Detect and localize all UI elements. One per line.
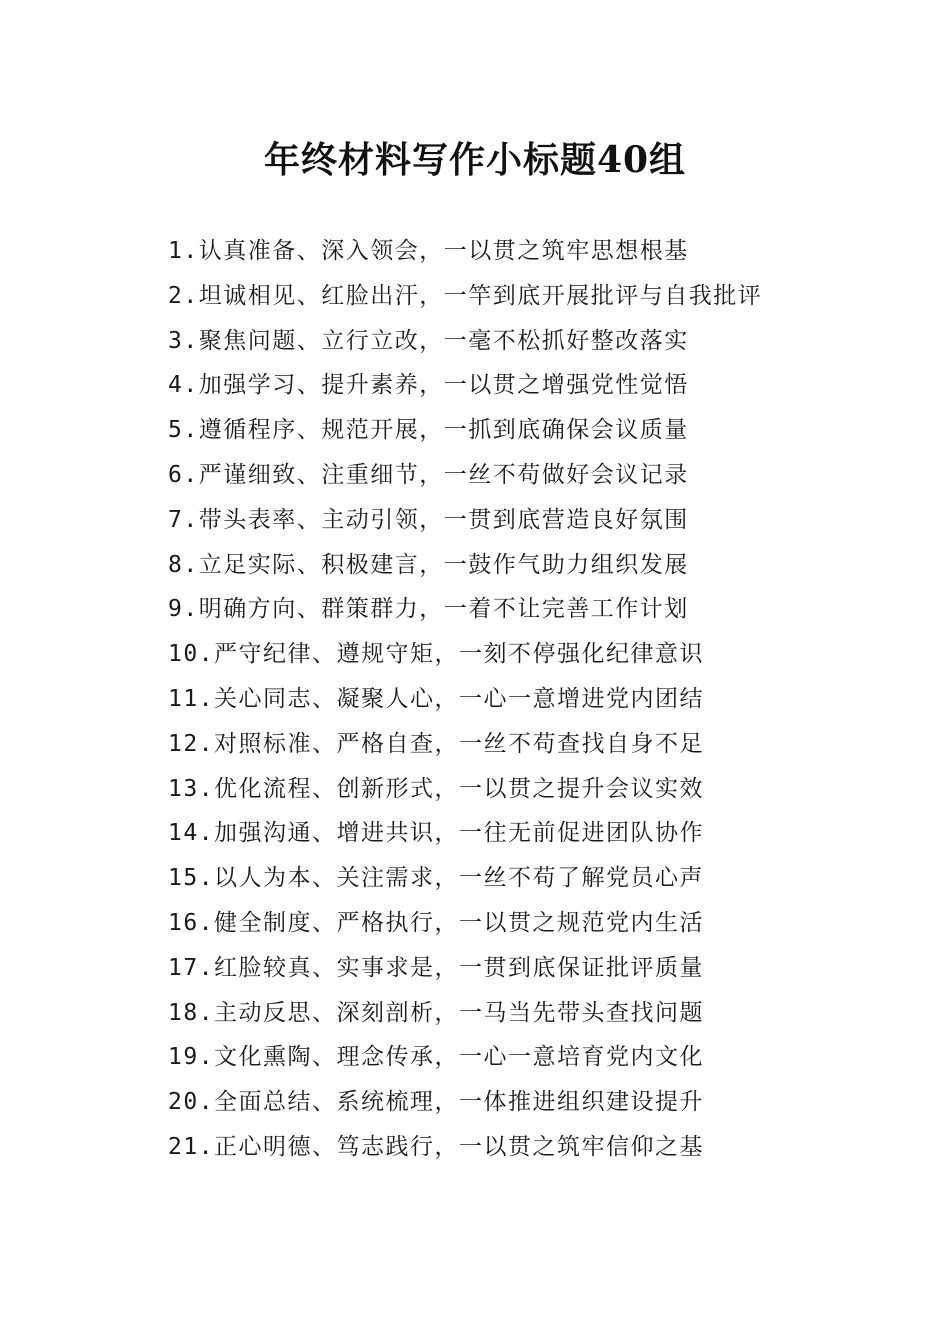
list-item: 10.严守纪律、遵规守矩，一刻不停强化纪律意识	[168, 641, 705, 668]
list-item: 16.健全制度、严格执行，一以贯之规范党内生活	[168, 909, 705, 936]
list-item: 5.遵循程序、规范开展，一抓到底确保会议质量	[168, 417, 689, 444]
list-item: 2.坦诚相见、红脸出汗，一竿到底开展批评与自我批评	[168, 282, 763, 309]
list-item: 7.带头表率、主动引领，一贯到底营造良好氛围	[168, 506, 689, 533]
list-item: 12.对照标准、严格自查，一丝不苟查找自身不足	[168, 730, 705, 757]
list-item: 3.聚焦问题、立行立改，一毫不松抓好整改落实	[168, 327, 689, 354]
list-item: 13.优化流程、创新形式，一以贯之提升会议实效	[168, 775, 705, 802]
list-item: 1.认真准备、深入领会，一以贯之筑牢思想根基	[168, 238, 689, 264]
list-item: 9.明确方向、群策群力，一着不让完善工作计划	[168, 596, 689, 623]
heading-list	[168, 229, 868, 1170]
list-item: 14.加强沟通、增进共识，一往无前促进团队协作	[168, 820, 705, 847]
list-item: 21.正心明德、笃志践行，一以贯之筑牢信仰之基	[168, 1133, 705, 1160]
list-item: 15.以人为本、关注需求，一丝不苟了解党员心声	[168, 865, 705, 892]
list-item: 20.全面总结、系统梳理，一体推进组织建设提升	[168, 1089, 705, 1116]
page-title: 年终材料写作小标题40组	[263, 139, 687, 181]
list-item: 8.立足实际、积极建言，一鼓作气助力组织发展	[168, 551, 689, 578]
list-item: 11.关心同志、凝聚人心，一心一意增进党内团结	[168, 685, 705, 712]
list-item: 18.主动反思、深刻剖析，一马当先带头查找问题	[168, 999, 705, 1026]
list-item: 4.加强学习、提升素养，一以贯之增强党性觉悟	[168, 372, 689, 399]
list-item: 19.文化熏陶、理念传承，一心一意培育党内文化	[168, 1044, 705, 1071]
list-item: 6.严谨细致、注重细节，一丝不苟做好会议记录	[168, 461, 689, 488]
list-item: 17.红脸较真、实事求是，一贯到底保证批评质量	[168, 954, 705, 981]
